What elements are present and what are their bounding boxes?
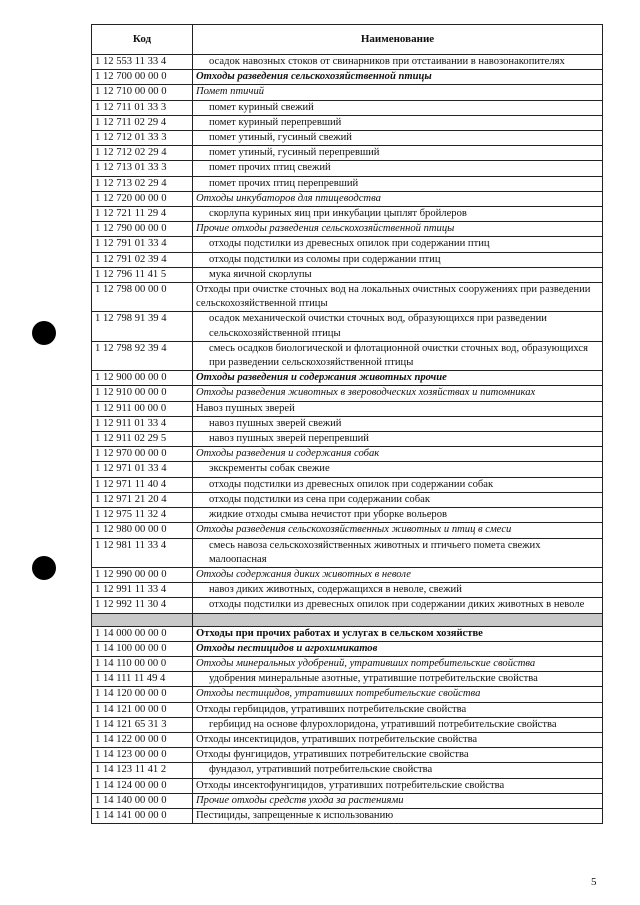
row-code: 1 12 798 92 39 4: [92, 341, 193, 370]
row-name: Отходы при прочих работах и услугах в сельском хозяйстве: [193, 626, 603, 641]
row-code: 1 12 710 00 00 0: [92, 85, 193, 100]
row-name: навоз пушных зверей перепревший: [193, 432, 603, 447]
row-name: помет прочих птиц перепревший: [193, 176, 603, 191]
row-name: Отходы разведения и содержания собак: [193, 447, 603, 462]
row-code: 1 12 980 00 00 0: [92, 523, 193, 538]
row-code: 1 12 700 00 00 0: [92, 70, 193, 85]
table-row: [92, 131, 603, 146]
row-code: 1 14 124 00 00 0: [92, 778, 193, 793]
row-name: помет куриный свежий: [193, 100, 603, 115]
table-row: [92, 222, 603, 237]
row-name: Прочие отходы средств ухода за растениями: [193, 793, 603, 808]
row-code: 1 14 123 00 00 0: [92, 748, 193, 763]
row-name: Отходы разведения сельскохозяйственной птицы: [193, 70, 603, 85]
row-name: отходы подстилки из древесных опилок при содержании диких животных в неволе: [193, 598, 603, 613]
table-row: [92, 702, 603, 717]
row-code: 1 12 796 11 41 5: [92, 267, 193, 282]
row-code: 1 12 798 91 39 4: [92, 312, 193, 341]
table-row: [92, 237, 603, 252]
row-code: 1 12 911 02 29 5: [92, 432, 193, 447]
row-name: осадок навозных стоков от свинарников при отстаивании в навозонакопителях: [193, 55, 603, 70]
table-row: [92, 748, 603, 763]
row-name: помет куриный перепревший: [193, 115, 603, 130]
table-row: [92, 447, 603, 462]
table-row: [92, 538, 603, 567]
row-code: 1 14 100 00 00 0: [92, 641, 193, 656]
table-row: [92, 432, 603, 447]
row-name: помет утиный, гусиный свежий: [193, 131, 603, 146]
row-code: 1 12 910 00 00 0: [92, 386, 193, 401]
row-name: помет прочих птиц свежий: [193, 161, 603, 176]
table-row: [92, 687, 603, 702]
row-name: экскременты собак свежие: [193, 462, 603, 477]
row-code: 1 12 713 02 29 4: [92, 176, 193, 191]
table-row: [92, 778, 603, 793]
table-row: [92, 191, 603, 206]
table-row: [92, 808, 603, 823]
row-code: 1 14 121 00 00 0: [92, 702, 193, 717]
row-code: 1 12 970 00 00 0: [92, 447, 193, 462]
row-name: Отходы при очистке сточных вод на локальных очистных сооружениях при разведении сельскохозяйственной птицы: [193, 283, 603, 312]
table-row: [92, 252, 603, 267]
table-row: [92, 567, 603, 582]
table-row: [92, 55, 603, 70]
row-name: скорлупа куриных яиц при инкубации цыплят бройлеров: [193, 207, 603, 222]
row-name: Отходы пестицидов и агрохимикатов: [193, 641, 603, 656]
row-name: удобрения минеральные азотные, утратившие потребительские свойства: [193, 672, 603, 687]
table-row: [92, 793, 603, 808]
row-code: 1 12 713 01 33 3: [92, 161, 193, 176]
table-row: [92, 641, 603, 656]
table-row: [92, 85, 603, 100]
row-code: 1 14 111 11 49 4: [92, 672, 193, 687]
row-code: 1 12 791 02 39 4: [92, 252, 193, 267]
table-row: [92, 401, 603, 416]
row-code: 1 12 711 02 29 4: [92, 115, 193, 130]
table-row: [92, 626, 603, 641]
page-number: 5: [591, 876, 597, 888]
row-code: 1 12 971 21 20 4: [92, 492, 193, 507]
section-divider-row: [92, 613, 603, 626]
table-row: [92, 477, 603, 492]
row-name: Прочие отходы разведения сельскохозяйственной птицы: [193, 222, 603, 237]
row-name: жидкие отходы смыва нечистот при уборке вольеров: [193, 508, 603, 523]
row-code: 1 12 900 00 00 0: [92, 371, 193, 386]
table-row: [92, 462, 603, 477]
table-row: [92, 176, 603, 191]
header-code: Код: [92, 25, 193, 55]
table-row: [92, 146, 603, 161]
row-name: Отходы содержания диких животных в неволе: [193, 567, 603, 582]
row-name: отходы подстилки из древесных опилок при содержании птиц: [193, 237, 603, 252]
row-code: 1 12 990 00 00 0: [92, 567, 193, 582]
table-row: [92, 386, 603, 401]
punch-hole-upper: [32, 321, 56, 345]
table-row: [92, 523, 603, 538]
row-name: смесь навоза сельскохозяйственных животных и птичьего помета свежих малоопасная: [193, 538, 603, 567]
row-name: Отходы инсектофунгицидов, утративших потребительские свойства: [193, 778, 603, 793]
row-code: 1 12 712 02 29 4: [92, 146, 193, 161]
table-row: [92, 763, 603, 778]
table-row: [92, 267, 603, 282]
header-name: Наименование: [193, 25, 603, 55]
row-code: 1 12 971 01 33 4: [92, 462, 193, 477]
table-row: [92, 371, 603, 386]
row-name: отходы подстилки из древесных опилок при содержании собак: [193, 477, 603, 492]
table-row: [92, 283, 603, 312]
table-row: [92, 583, 603, 598]
row-code: 1 12 798 00 00 0: [92, 283, 193, 312]
row-name: Пестициды, запрещенные к использованию: [193, 808, 603, 823]
table-row: [92, 115, 603, 130]
row-code: 1 14 141 00 00 0: [92, 808, 193, 823]
row-name: Навоз пушных зверей: [193, 401, 603, 416]
waste-classification-table: [91, 24, 603, 824]
table-row: [92, 100, 603, 115]
row-name: Отходы разведения и содержания животных прочие: [193, 371, 603, 386]
table-row: [92, 508, 603, 523]
row-code: 1 12 992 11 30 4: [92, 598, 193, 613]
row-name: гербицид на основе флурохлоридона, утративший потребительские свойства: [193, 717, 603, 732]
row-name: смесь осадков биологической и флотационной очистки сточных вод, образующихся при разведении сельскохозяйственной птицы: [193, 341, 603, 370]
row-code: 1 14 140 00 00 0: [92, 793, 193, 808]
row-code: 1 12 721 11 29 4: [92, 207, 193, 222]
row-name: [193, 613, 603, 626]
table-row: [92, 598, 603, 613]
row-code: 1 14 122 00 00 0: [92, 732, 193, 747]
row-name: Отходы фунгицидов, утративших потребительские свойства: [193, 748, 603, 763]
row-code: 1 14 121 65 31 3: [92, 717, 193, 732]
row-code: 1 12 791 01 33 4: [92, 237, 193, 252]
punch-hole-lower: [32, 556, 56, 580]
row-name: Отходы пестицидов, утративших потребительские свойства: [193, 687, 603, 702]
row-name: Помет птичий: [193, 85, 603, 100]
row-name: Отходы разведения животных в звероводческих хозяйствах и питомниках: [193, 386, 603, 401]
row-name: отходы подстилки из сена при содержании собак: [193, 492, 603, 507]
row-code: 1 12 981 11 33 4: [92, 538, 193, 567]
row-code: 1 12 712 01 33 3: [92, 131, 193, 146]
table-row: [92, 416, 603, 431]
row-code: 1 12 991 11 33 4: [92, 583, 193, 598]
row-name: мука яичной скорлупы: [193, 267, 603, 282]
row-name: навоз диких животных, содержащихся в неволе, свежий: [193, 583, 603, 598]
table-row: [92, 341, 603, 370]
table-header-row: [92, 25, 603, 55]
row-name: осадок механической очистки сточных вод, образующихся при разведении сельскохозяйственной птицы: [193, 312, 603, 341]
row-name: Отходы гербицидов, утративших потребительские свойства: [193, 702, 603, 717]
table-row: [92, 717, 603, 732]
row-code: 1 14 120 00 00 0: [92, 687, 193, 702]
row-code: 1 12 720 00 00 0: [92, 191, 193, 206]
row-name: отходы подстилки из соломы при содержании птиц: [193, 252, 603, 267]
table-row: [92, 161, 603, 176]
row-name: Отходы инкубаторов для птицеводства: [193, 191, 603, 206]
row-code: 1 14 000 00 00 0: [92, 626, 193, 641]
row-code: 1 12 975 11 32 4: [92, 508, 193, 523]
row-name: помет утиный, гусиный перепревший: [193, 146, 603, 161]
row-name: Отходы минеральных удобрений, утративших потребительские свойства: [193, 656, 603, 671]
table-row: [92, 312, 603, 341]
row-name: навоз пушных зверей свежий: [193, 416, 603, 431]
row-name: Отходы инсектицидов, утративших потребительские свойства: [193, 732, 603, 747]
row-code: 1 12 971 11 40 4: [92, 477, 193, 492]
row-code: 1 12 911 00 00 0: [92, 401, 193, 416]
row-code: 1 12 711 01 33 3: [92, 100, 193, 115]
row-code: 1 12 790 00 00 0: [92, 222, 193, 237]
table-row: [92, 492, 603, 507]
row-name: фундазол, утративший потребительские свойства: [193, 763, 603, 778]
row-code: 1 14 110 00 00 0: [92, 656, 193, 671]
table-row: [92, 732, 603, 747]
row-code: 1 12 553 11 33 4: [92, 55, 193, 70]
row-code: 1 14 123 11 41 2: [92, 763, 193, 778]
row-code: [92, 613, 193, 626]
table-body: [92, 55, 603, 824]
table-row: [92, 207, 603, 222]
table-row: [92, 70, 603, 85]
row-code: 1 12 911 01 33 4: [92, 416, 193, 431]
table-row: [92, 656, 603, 671]
table-row: [92, 672, 603, 687]
row-name: Отходы разведения сельскохозяйственных животных и птиц в смеси: [193, 523, 603, 538]
